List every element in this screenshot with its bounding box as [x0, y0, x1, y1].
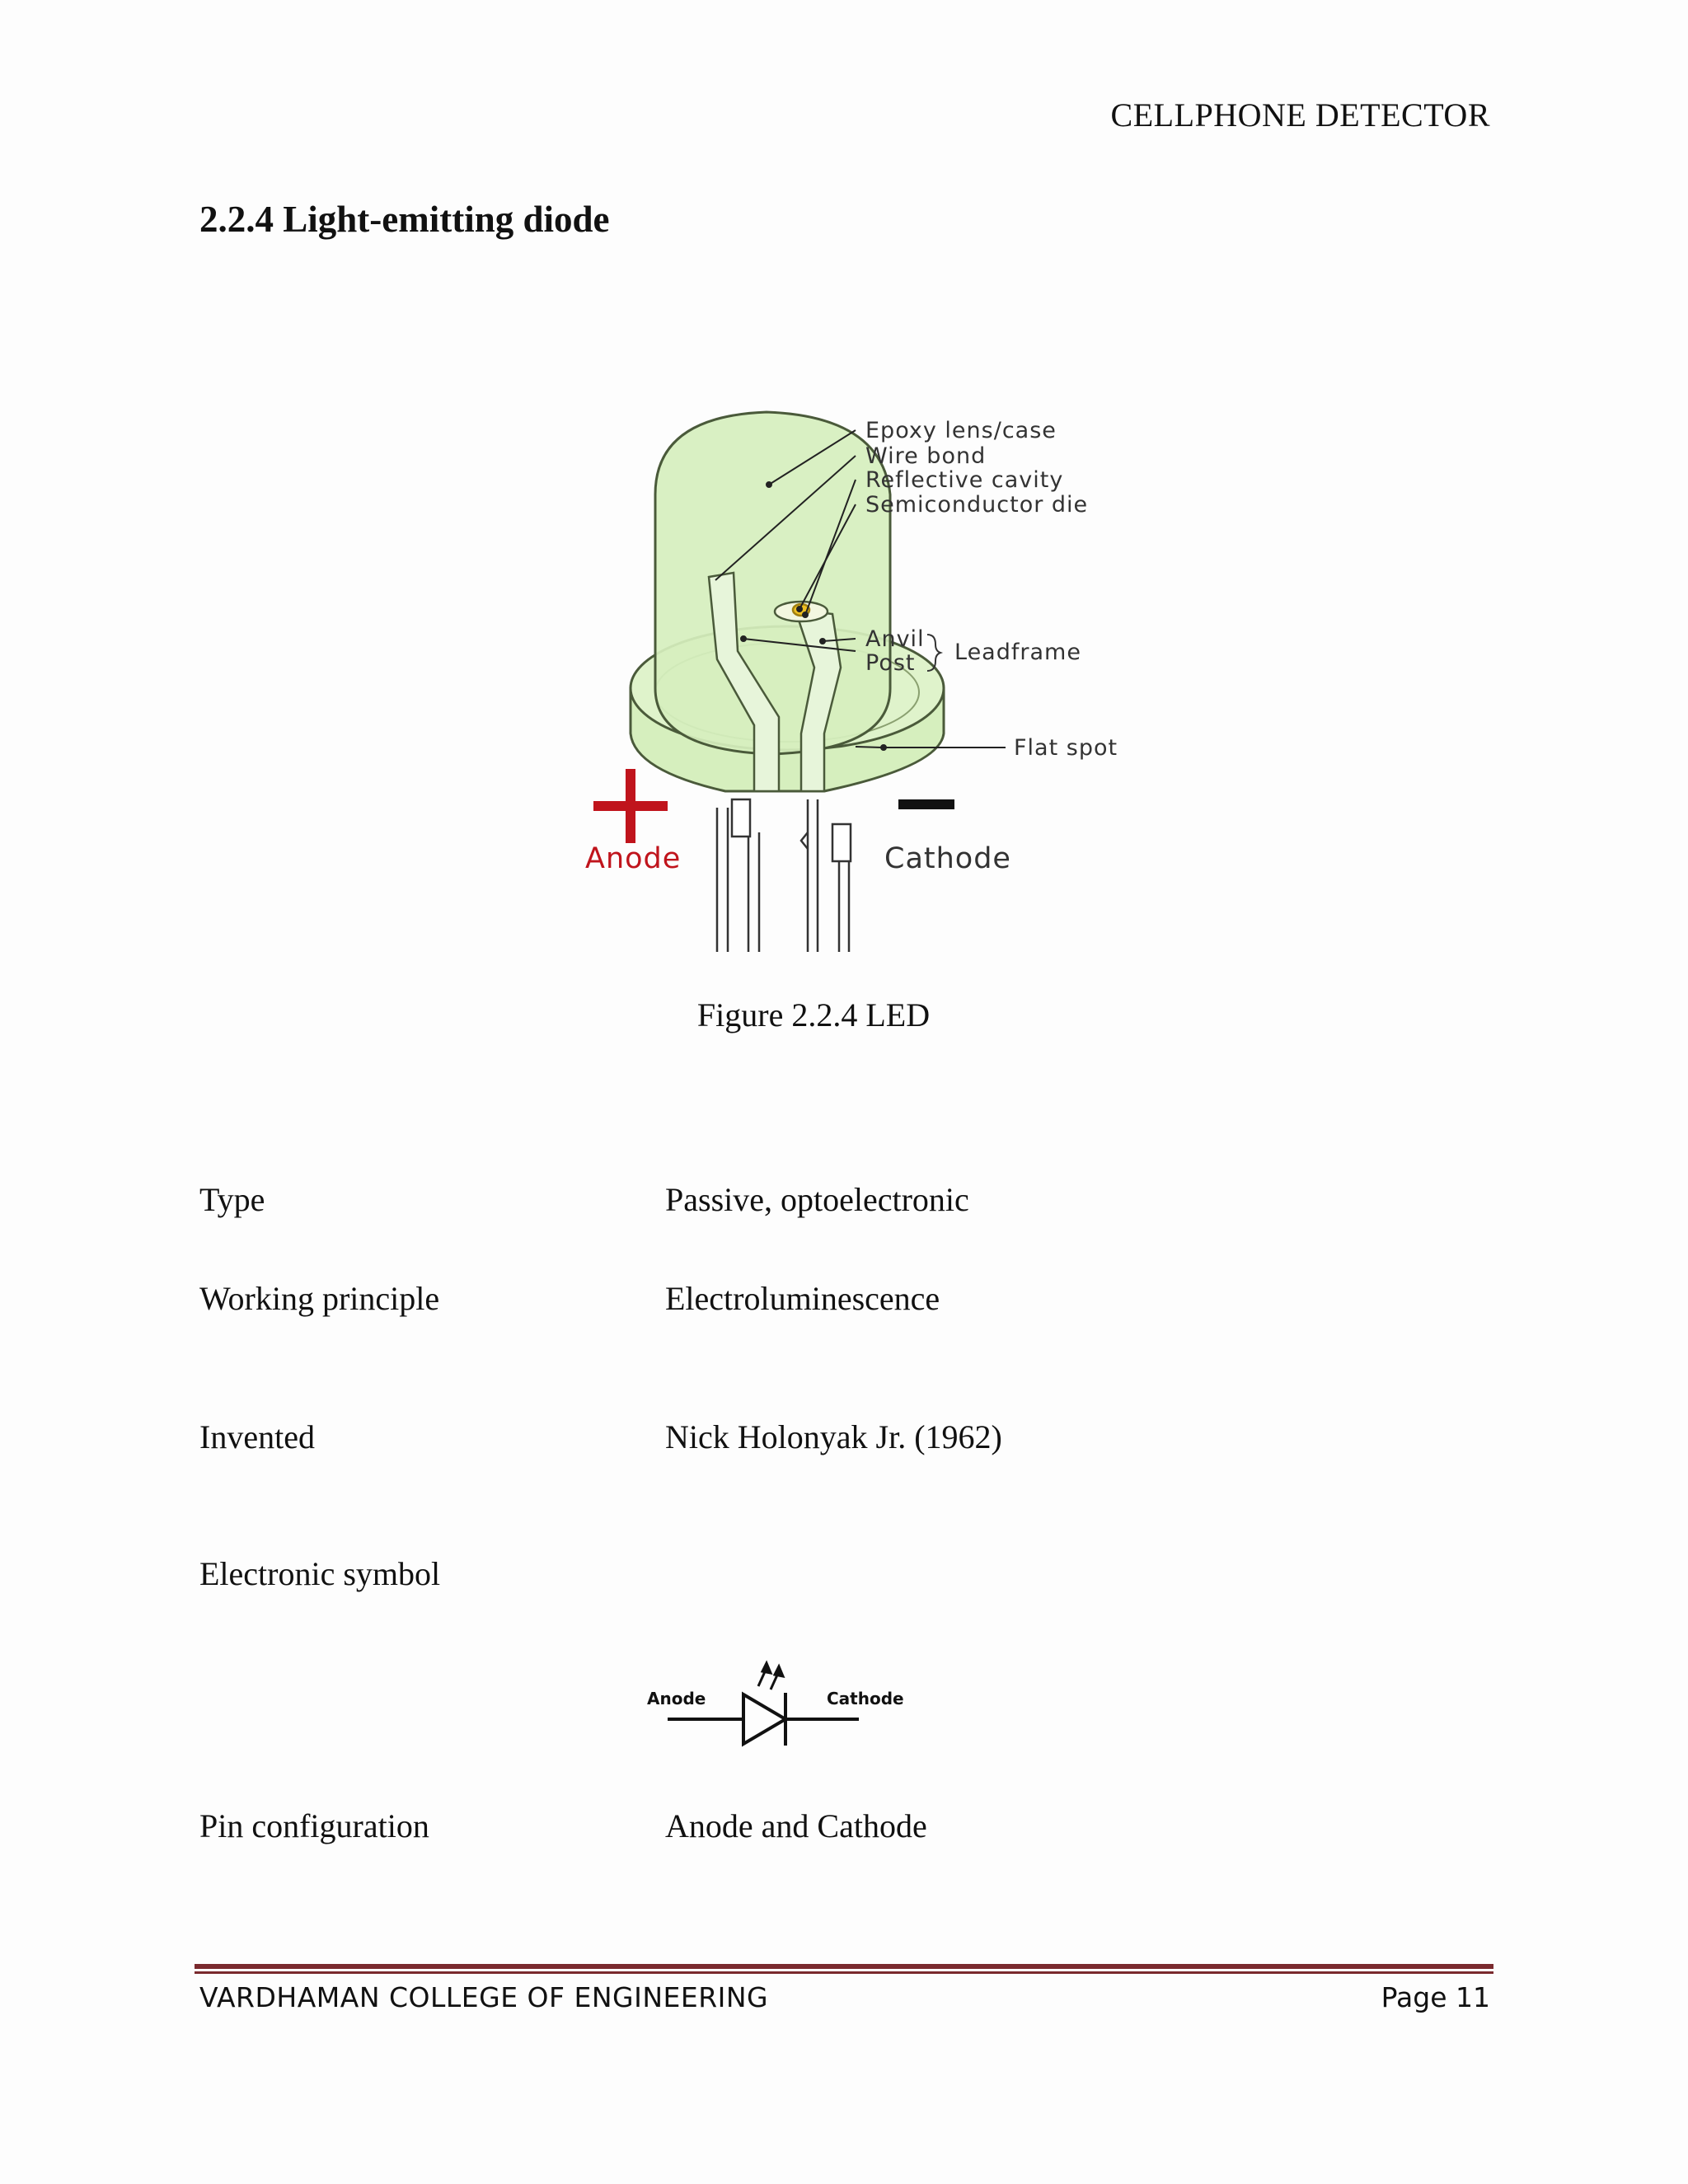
- spec-label: Type: [199, 1181, 265, 1218]
- spec-value: Passive, optoelectronic: [665, 1181, 969, 1218]
- spec-value: Nick Holonyak Jr. (1962): [665, 1418, 1002, 1455]
- spec-label: Working principle: [199, 1280, 440, 1317]
- spec-value: Anode and Cathode: [665, 1807, 927, 1844]
- footer-rule-thin: [195, 1971, 1493, 1974]
- footer-institution: VARDHAMAN COLLEGE OF ENGINEERING: [199, 1981, 769, 2013]
- figure-caption: Figure 2.2.4 LED: [696, 996, 931, 1033]
- label-post: Post: [865, 650, 916, 676]
- spec-label: Pin configuration: [199, 1807, 429, 1844]
- label-leadframe: Leadframe: [954, 640, 1081, 665]
- led-schematic-symbol: [643, 1657, 907, 1755]
- symbol-anode-label: Anode: [647, 1689, 706, 1708]
- label-wire-bond: Wire bond: [865, 443, 987, 469]
- footer-page-number: Page 11: [1381, 1981, 1490, 2013]
- epoxy-dome: [655, 412, 890, 754]
- label-semiconductor-die: Semiconductor die: [865, 492, 1089, 518]
- symbol-cathode-label: Cathode: [827, 1689, 904, 1708]
- footer-rule-thick: [195, 1964, 1493, 1969]
- led-symbol-svg: [643, 1657, 907, 1755]
- spec-label: Invented: [199, 1418, 315, 1455]
- light-emission-arrows-icon: [758, 1663, 783, 1690]
- section-title: 2.2.4 Light-emitting diode: [199, 199, 610, 240]
- label-flat-spot: Flat spot: [1014, 735, 1118, 761]
- plus-sign-icon: [593, 769, 668, 843]
- running-header: CELLPHONE DETECTOR: [1110, 96, 1490, 134]
- label-cathode: Cathode: [884, 842, 1011, 875]
- label-anvil: Anvil: [865, 626, 925, 652]
- led-diagram: [560, 404, 1302, 964]
- label-anode: Anode: [585, 842, 682, 875]
- spec-label: Electronic symbol: [199, 1555, 441, 1592]
- label-epoxy: Epoxy lens/case: [865, 418, 1057, 443]
- led-diagram-svg: [560, 404, 1302, 964]
- minus-sign-icon: [898, 799, 954, 809]
- footer-rule: [195, 1964, 1493, 1977]
- lead-wires: [717, 799, 851, 952]
- label-reflective-cavity: Reflective cavity: [865, 467, 1064, 493]
- spec-value: Electroluminescence: [665, 1280, 940, 1317]
